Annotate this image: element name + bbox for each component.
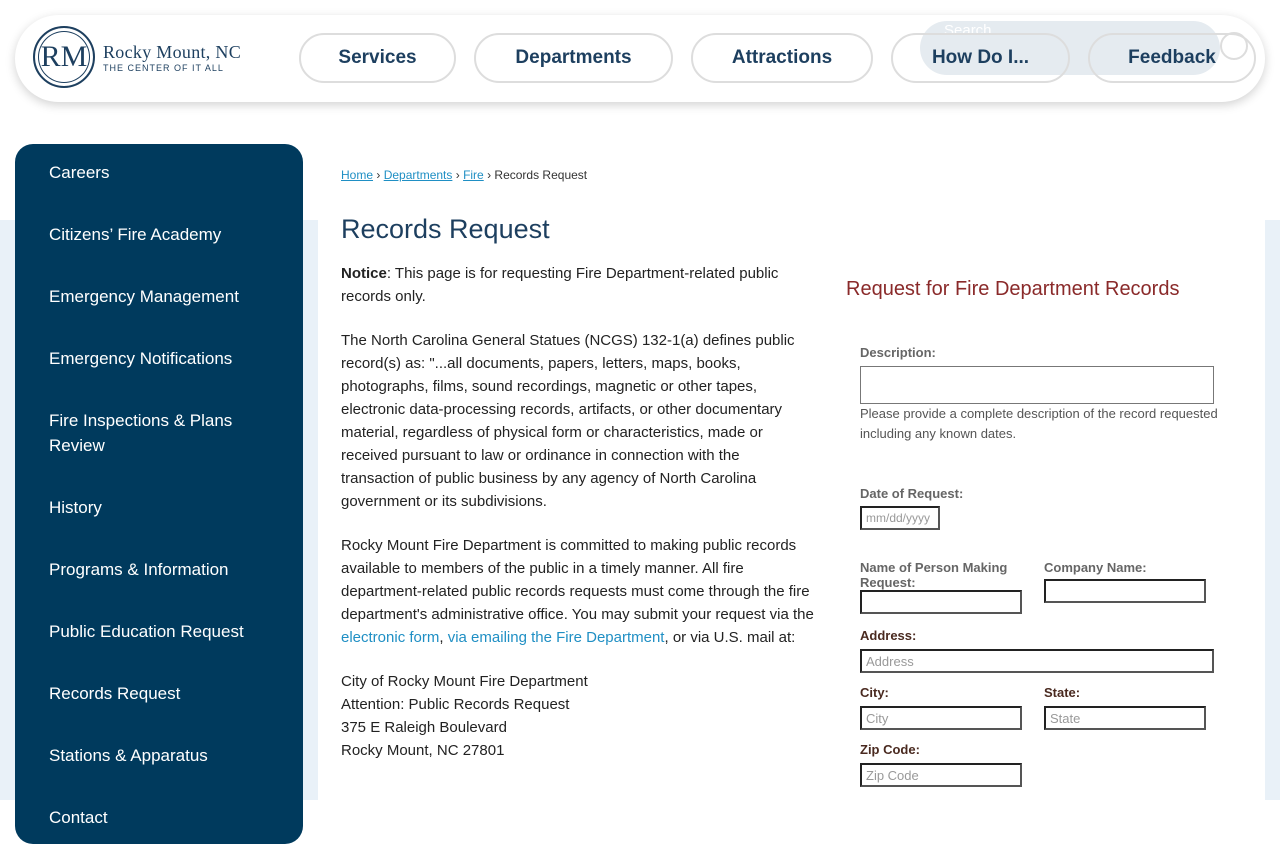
company-input[interactable]: [1044, 579, 1206, 603]
name-label: Name of Person Making Request:: [860, 560, 1008, 590]
sidebar-item-emergency-notifications[interactable]: Emergency Notifications: [49, 349, 233, 368]
sidebar-item-public-education[interactable]: Public Education Request: [49, 622, 244, 641]
sidebar-item-fire-inspections[interactable]: Fire Inspections & Plans Review: [49, 411, 233, 455]
notice-text: : This page is for requesting Fire Department-related public records only.: [341, 265, 779, 305]
sidebar-nav: [15, 144, 303, 844]
electronic-form-link[interactable]: electronic form: [341, 629, 440, 646]
nav-how-do-i[interactable]: How Do I...: [891, 33, 1070, 83]
submission-paragraph: [341, 534, 816, 649]
city-label: City:: [860, 685, 889, 700]
sidebar-item-history[interactable]: History: [49, 498, 102, 517]
state-input[interactable]: State: [1044, 706, 1206, 730]
records-request-form: [846, 278, 1226, 787]
breadcrumb-home[interactable]: Home: [341, 168, 374, 182]
sidebar-item-records-request[interactable]: Records Request: [49, 684, 181, 703]
submission-text-end: , or via U.S. mail at:: [664, 629, 796, 646]
search-input[interactable]: Search...: [920, 21, 1220, 75]
zip-label: Zip Code:: [860, 742, 920, 757]
nav-departments[interactable]: Departments: [474, 33, 673, 83]
email-fire-department-link[interactable]: via emailing the Fire Department: [447, 629, 665, 646]
state-label: State:: [1044, 685, 1081, 700]
logo-seal: RM: [33, 26, 95, 88]
notice-label: Notice: [341, 265, 387, 282]
site-header: [15, 15, 1265, 102]
address-label: Address:: [860, 628, 917, 643]
breadcrumb-departments[interactable]: Departments: [383, 168, 453, 182]
page-title: Records Request: [341, 214, 550, 244]
sidebar-item-contact[interactable]: Contact: [49, 808, 108, 827]
site-logo[interactable]: [33, 26, 241, 88]
definition-paragraph: The North Carolina General Statues (NCGS) 132-1(a) defines public record(s) as: "...all documents, papers, letters, maps, books, photographs, films, sound recordings, magnetic or other tapes, electronic data-processing records, artifacts, or other documentary material, regardless of physical form or characteristics, made or received pursuant to law or ordinance in connection with the transaction of public business by any agency of North Carolina government or its subdivisions.: [341, 332, 795, 510]
description-hint: Please provide a complete description of the record requested including any known dates.: [860, 406, 1218, 441]
breadcrumb-fire[interactable]: Fire: [463, 168, 484, 182]
name-input[interactable]: [860, 590, 1022, 614]
date-label: Date of Request:: [860, 486, 964, 501]
breadcrumb: Home › Departments › Fire › Records Request: [341, 168, 588, 182]
breadcrumb-current: Records Request: [494, 168, 588, 182]
address-line: Rocky Mount, NC 27801: [341, 742, 505, 759]
address-line: City of Rocky Mount Fire Department: [341, 673, 588, 690]
description-label: Description:: [860, 345, 936, 360]
notice-paragraph: [341, 262, 816, 308]
page-body: [341, 262, 816, 762]
separator: ,: [439, 629, 448, 646]
description-textarea[interactable]: [860, 366, 1214, 404]
submission-text: Rocky Mount Fire Department is committed to making public records available to members of the public in a timely manner. All fire department-related public records requests must come through the fire department's administrative office. You may submit your request via the: [341, 537, 814, 623]
zip-input[interactable]: Zip Code: [860, 763, 1022, 787]
form-title: Request for Fire Department Records: [846, 278, 1180, 300]
sidebar-item-careers[interactable]: Careers: [49, 163, 110, 182]
mailing-address: [341, 670, 816, 762]
address-line: Attention: Public Records Request: [341, 696, 570, 713]
logo-name: Rocky Mount, NC: [103, 41, 242, 62]
main-content: [318, 144, 1265, 844]
logo-tagline: THE CENTER OF IT ALL: [103, 62, 224, 73]
sidebar-item-stations[interactable]: Stations & Apparatus: [49, 746, 208, 765]
sidebar-item-emergency-management[interactable]: Emergency Management: [49, 287, 239, 306]
nav-services[interactable]: Services: [299, 33, 456, 83]
sidebar-item-citizens-fire-academy[interactable]: Citizens’ Fire Academy: [49, 225, 222, 244]
city-input[interactable]: City: [860, 706, 1022, 730]
address-line: 375 E Raleigh Boulevard: [341, 719, 507, 736]
date-input[interactable]: mm/dd/yyyy: [860, 506, 940, 530]
sidebar-item-programs[interactable]: Programs & Information: [49, 560, 229, 579]
address-input[interactable]: Address: [860, 649, 1214, 673]
nav-attractions[interactable]: Attractions: [691, 33, 873, 83]
company-label: Company Name:: [1044, 560, 1147, 575]
nav-feedback[interactable]: Feedback: [1088, 33, 1256, 83]
